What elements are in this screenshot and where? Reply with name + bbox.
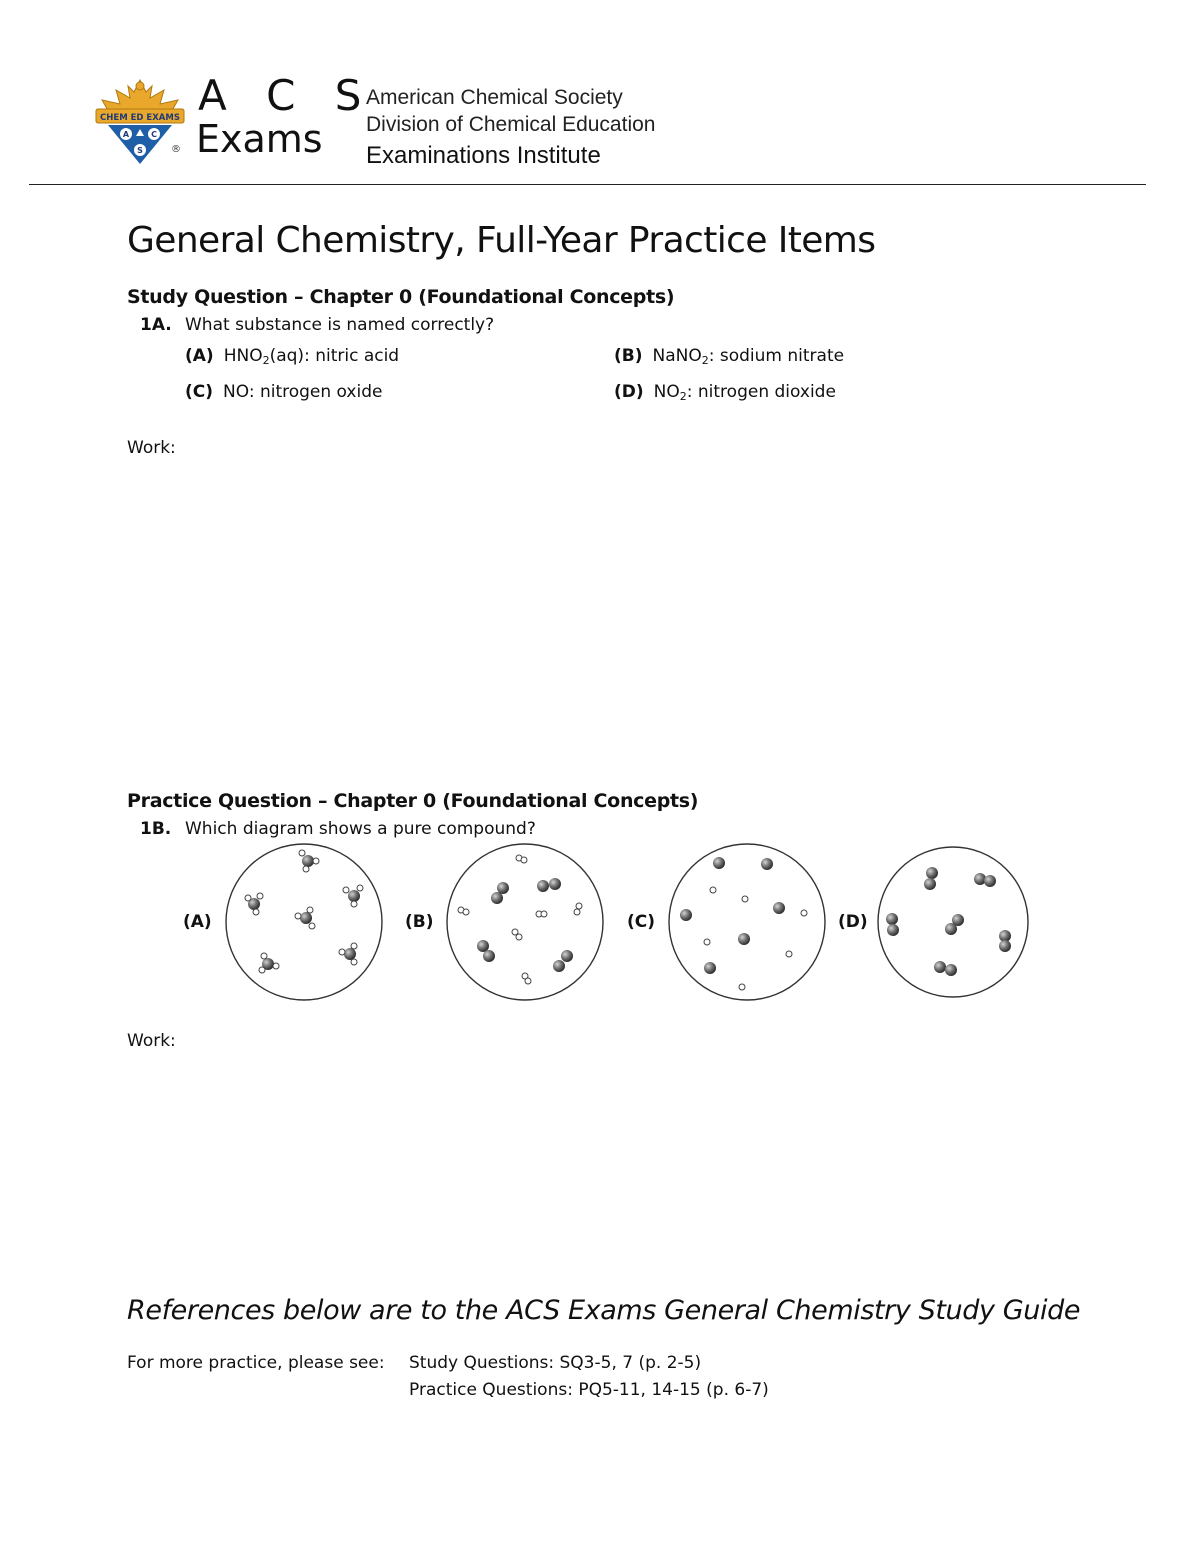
diagram-label-b[interactable]: (B) (405, 912, 434, 932)
logo-wordmark-acs: A C S (198, 71, 375, 120)
particle-diagram-b[interactable] (445, 844, 605, 1004)
references-lead: For more practice, please see: (127, 1353, 385, 1373)
badge-letter-a: A (122, 130, 130, 139)
badge-letter-c: C (151, 130, 157, 139)
references-heading: References below are to the ACS Exams General Chemistry Study Guide (127, 1295, 1081, 1326)
option-subscript: 2 (679, 390, 687, 403)
particle-diagram-c[interactable] (667, 844, 827, 1004)
option-letter: (C) (185, 382, 214, 402)
practice-question-heading: Practice Question – Chapter 0 (Foundational Concepts) (127, 790, 699, 812)
answer-option-b[interactable] (614, 346, 844, 367)
diagram-label-a[interactable]: (A) (183, 912, 212, 932)
logo-wordmark-exams: Exams (196, 117, 323, 161)
work-label-1b: Work: (127, 1031, 176, 1051)
question-number-1a: 1A. (140, 315, 172, 335)
option-text-rest: : sodium nitrate (708, 346, 845, 366)
badge-letter-s: S (137, 146, 143, 155)
org-division: Division of Chemical Education (366, 113, 656, 136)
org-institute: Examinations Institute (366, 142, 601, 169)
option-subscript: 2 (262, 354, 270, 367)
question-text-1a: What substance is named correctly? (185, 315, 495, 335)
option-letter: (D) (614, 382, 644, 402)
option-subscript: 2 (701, 354, 709, 367)
registered-mark: ® (171, 144, 181, 155)
page-title: General Chemistry, Full-Year Practice Items (127, 220, 876, 261)
question-number-1b: 1B. (140, 819, 172, 839)
option-letter: (B) (614, 346, 643, 366)
small-diatomic-icon (536, 911, 547, 917)
option-text: NO: nitrogen oxide (223, 382, 383, 402)
option-text: NaNO (652, 346, 702, 366)
diagram-label-c[interactable]: (C) (627, 912, 656, 932)
org-name: American Chemical Society (366, 86, 623, 109)
badge-text: CHEM ED EXAMS (100, 113, 180, 123)
particle-diagram-a[interactable] (224, 844, 384, 1004)
diagram-label-d[interactable]: (D) (838, 912, 868, 932)
option-text-rest: (aq): nitric acid (269, 346, 400, 366)
study-question-heading: Study Question – Chapter 0 (Foundational Concepts) (127, 286, 675, 308)
header-divider (29, 184, 1146, 185)
reference-practice-questions: Practice Questions: PQ5-11, 14-15 (p. 6-7) (409, 1380, 769, 1400)
work-label-1a: Work: (127, 438, 176, 458)
answer-option-d[interactable] (614, 382, 836, 403)
option-text: HNO (223, 346, 263, 366)
reference-study-questions: Study Questions: SQ3-5, 7 (p. 2-5) (409, 1353, 702, 1373)
option-text: NO (653, 382, 680, 402)
option-letter: (A) (185, 346, 214, 366)
option-text-rest: : nitrogen dioxide (686, 382, 836, 402)
answer-option-a[interactable] (185, 346, 399, 367)
particle-diagram-d[interactable] (878, 844, 1038, 1004)
question-text-1b: Which diagram shows a pure compound? (185, 819, 536, 839)
acs-exams-logo-badge (94, 76, 186, 166)
answer-option-c[interactable] (185, 382, 382, 402)
